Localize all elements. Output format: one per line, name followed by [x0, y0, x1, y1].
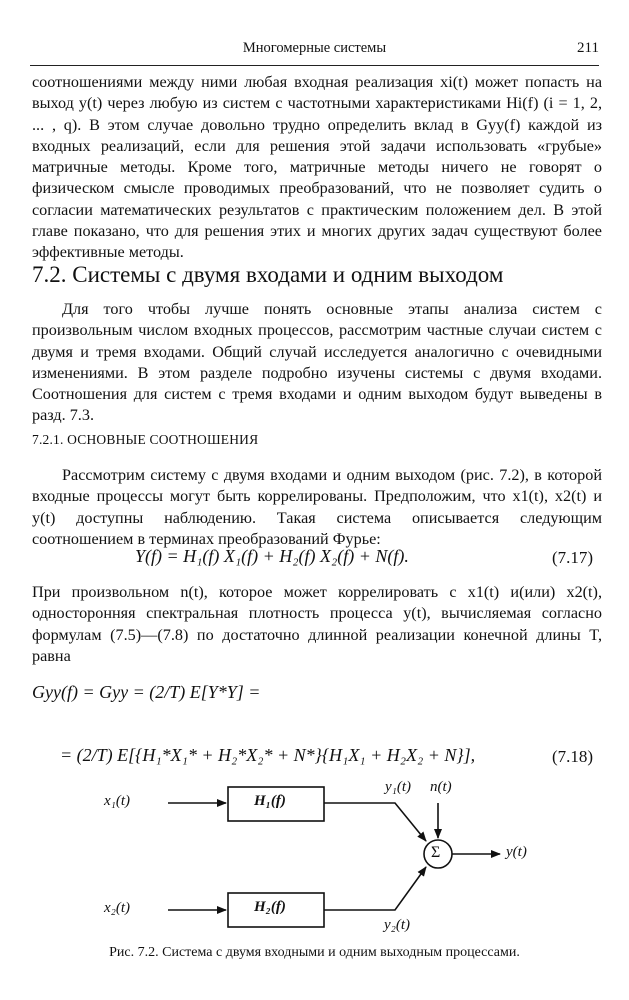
- label-x2: x₂(t): [104, 900, 131, 916]
- section-title: 7.2. Системы с двумя входами и одним выходом: [32, 262, 504, 287]
- label-sigma: Σ: [431, 844, 441, 861]
- equation-7-17-number: (7.17): [552, 548, 594, 567]
- label-y2: y₂(t): [384, 917, 411, 933]
- paragraph-spectral-density: При произвольном n(t), которое может коррелировать с x1(t) и(или) x2(t), односторонняя спектральная плотность процесса y(t), вычисляемая согласно формулам (7.5)—(7.8) по достаточно длинной реализации конечной длины T, равна: [32, 583, 602, 665]
- label-y1: y₁(t): [385, 779, 412, 795]
- label-output-y: y(t): [506, 844, 527, 860]
- equation-7-18-number: (7.18): [552, 747, 594, 766]
- equation-7-17: Y(f) = H₁(f) X₁(f) + H₂(f) X₂(f) + N(f).: [135, 546, 409, 566]
- equation-7-18-line1: Gyy(f) = Gyy = (2/T) E[Y*Y] =: [32, 682, 261, 702]
- arrow-y2-to-sum: [324, 867, 426, 910]
- header-rule: [30, 65, 599, 66]
- arrow-y1-to-sum: [324, 803, 426, 841]
- paragraph-section-intro: Для того чтобы лучше понять основные этапы анализа систем с произвольным числом входных процессов, рассмотрим частные случаи систем с двумя и тремя входами. Общий случай исследуется аналогично с очевидными изменениями. В этом разделе подробно изучены системы с двумя входами. Соотношения для систем с тремя входами и одним выходом будут выведены в разд. 7.3.: [32, 300, 602, 425]
- block-diagram-svg: [0, 775, 629, 945]
- page-number: 211: [577, 40, 599, 56]
- label-x1: x₁(t): [104, 793, 131, 809]
- paragraph-intro-continued: соотношениями между ними любая входная реализация xi(t) может попасть на выход y(t) через любую из систем с частотными характеристиками Hi(f) (i = 1, 2, ... , q). В этом случае довольно трудно определить вклад в Gyy(f) каждой из входных реализаций, если для решения этой задачи использовать «грубые» матричные методы. Кроме того, матричные методы ничего не говорят о физическом смысле проводимых преобразований, что не позволяет судить о согласии математических результатов с практическим положением дел. В этой главе показано, что для решения этих и многих других задач существуют более эффективные методы.: [32, 73, 602, 262]
- figure-7-2-block-diagram: [0, 775, 629, 945]
- running-head-title: Многомерные системы: [242, 40, 387, 56]
- label-h1: H₁(f): [254, 793, 286, 809]
- running-head: [0, 40, 629, 60]
- figure-caption: Рис. 7.2. Система с двумя входными и одним выходным процессами.: [109, 945, 520, 960]
- label-h2: H₂(f): [254, 899, 286, 915]
- equation-7-18-line2: = (2/T) E[{H₁*X₁* + H₂*X₂* + N*}{H₁X₁ + H₂X₂ + N}],: [60, 745, 476, 765]
- paragraph-system-description: Рассмотрим систему с двумя входами и одним выходом (рис. 7.2), в которой входные процессы могут быть коррелированы. Предположим, что x1(t), x2(t) и y(t) доступны наблюдению. Такая система описывается следующим соотношением в терминах преобразований Фурье:: [32, 466, 602, 548]
- label-noise: n(t): [430, 779, 452, 795]
- subsection-title: 7.2.1. ОСНОВНЫЕ СООТНОШЕНИЯ: [32, 432, 259, 447]
